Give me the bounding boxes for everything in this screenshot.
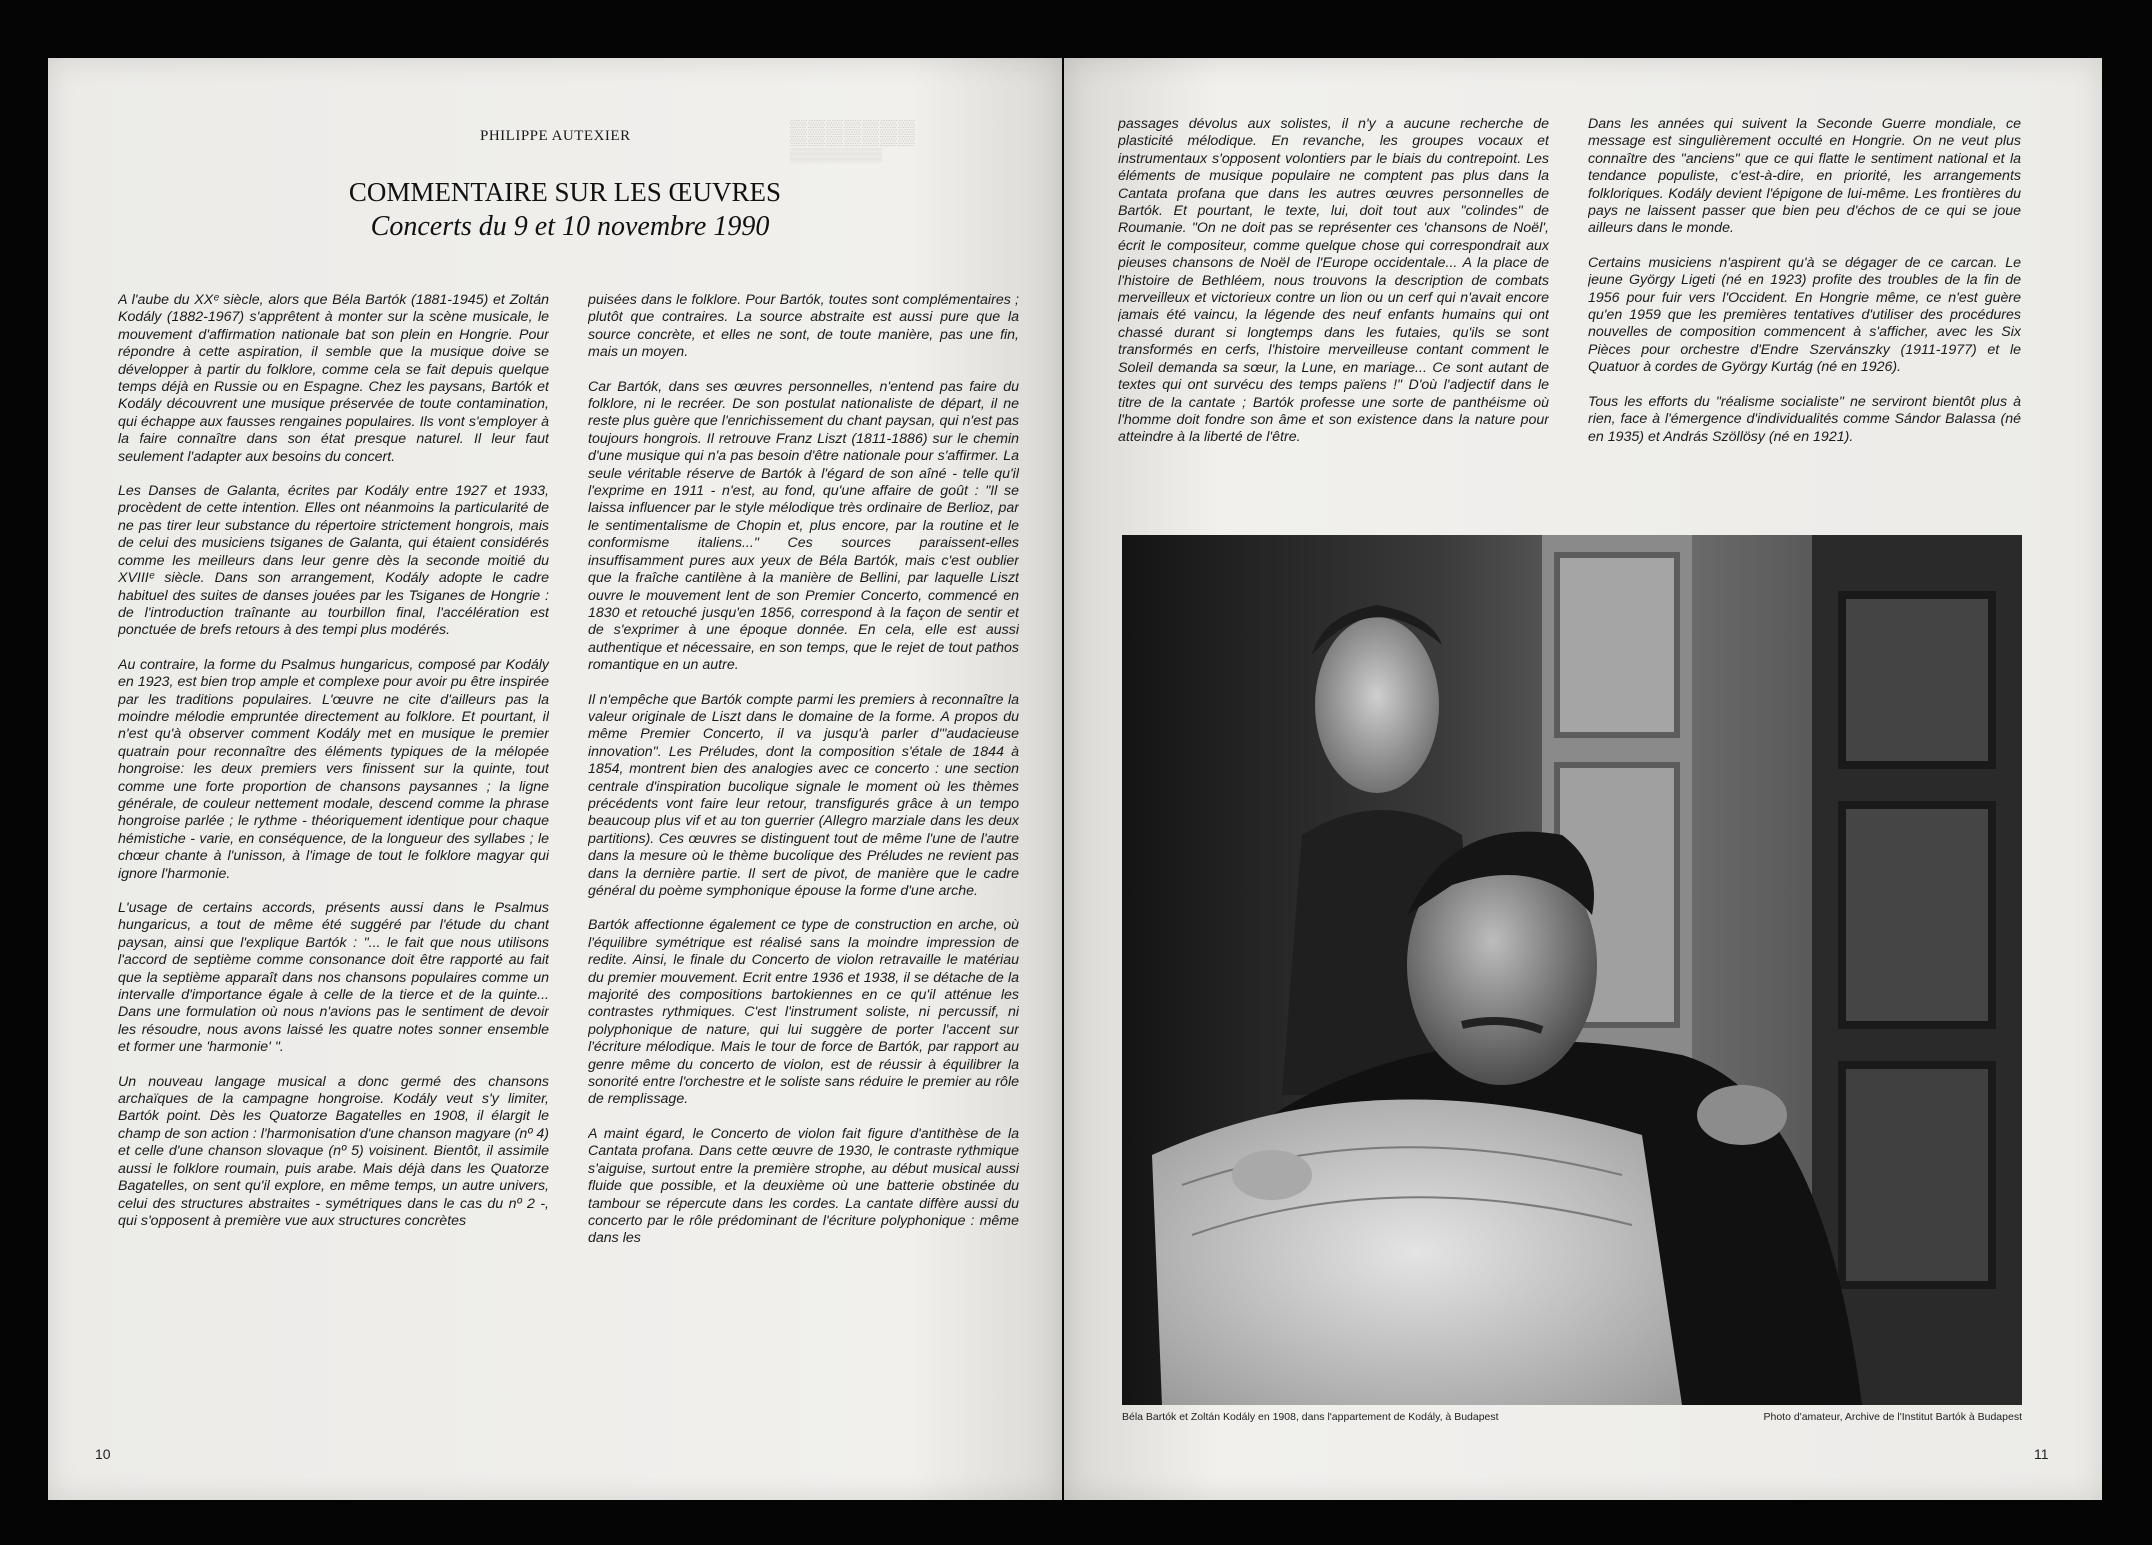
paragraph: puisées dans le folklore. Pour Bartók, toutes sont complémentaires ; plutôt que contraires. La source abstraite est aussi pure que la source concrète, et elles ne sont, de toute manière, pas une fin, mais un moyen. [588, 292, 1019, 361]
paragraph: L'usage de certains accords, présents aussi dans le Psalmus hungaricus, a tout de même été suggéré par l'étude du chant paysan, ainsi que l'explique Bartók : "... le fait que nous utilisons l'accord de septième comme consonance doit être rapporté au fait que la septième apparaît dans nos chansons populaires comme un intervalle d'importance égale à celle de la tierce et de la quinte... Dans une formulation où nous n'avions pas le sentiment de devoir les résoudre, nous avons laissé les quatre notes sonner ensemble et former une 'harmonie' ". [118, 900, 549, 1056]
paragraph: Les Danses de Galanta, écrites par Kodály entre 1927 et 1933, procèdent de cette intention. Elles ont néanmoins la particularité de ne pas tirer leur substance du répertoire strictement hongrois, mais de celui des musiciens tsiganes de Galanta, qui étaient considérés comme les meilleurs dans leur genre dès la seconde moitié du XVIIIᵉ siècle. Dans son arrangement, Kodály adopte le cadre habituel des suites de danses jouées par les Tsiganes de Hongrie : de l'introduction traînante au tourbillon final, l'accélération est ponctuée de brefs retours à des tempi plus modérés. [118, 483, 549, 639]
page-number-left: 10 [95, 1446, 111, 1462]
page-number-right: 11 [2034, 1446, 2049, 1462]
paragraph: Il n'empêche que Bartók compte parmi les premiers à reconnaître la valeur originale de Liszt dans le domaine de la forme. A propos du même Premier Concerto, il va jusqu'à parler d'"audacieuse innovation". Les Préludes, dont la composition s'étale de 1844 à 1854, montrent bien des analogies avec ce concerto : une section centrale d'inspiration bucolique signale le moment où les thèmes précédents vont faire leur retour, transfigurés grâce à un tempo beaucoup plus vif et au ton guerrier (Allegro marziale dans les deux partitions). Ces œuvres se distinguent tout de même l'une de l'autre dans la mesure où le thème bucolique des Préludes ne revient pas dans la dernière partie. Il sert de pivot, de manière que le cadre général du poème symphonique épouse la forme d'une arche. [588, 691, 1019, 899]
paragraph: Tous les efforts du "réalisme socialiste" ne serviront bientôt plus à rien, face à l'émergence d'individualités comme Sándor Balassa (né en 1935) et András Szöllösy (né en 1921). [1588, 393, 2021, 445]
paragraph: Bartók affectionne également ce type de construction en arche, où l'équilibre symétrique est réalisé sans la moindre impression de redite. Ainsi, le finale du Concerto de violon retravaille le matériau du premier mouvement. Ecrit entre 1936 et 1938, il se détache de la majorité des compositions bartokiennes en ce qu'il atténue les contrastes rythmiques. C'est l'instrument soliste, ni percussif, ni polyphonique de nature, qui lui suggère de porter l'accent sur l'écriture mélodique. Mais le tour de force de Bartók, par rapport au genre même du concerto de violon, est de réussir à équilibrer la sonorité entre l'orchestre et le soliste sans réduire le premier au rôle de remplissage. [588, 917, 1019, 1108]
text-column-2 [588, 292, 1019, 1424]
photo-caption: Béla Bartók et Zoltán Kodály en 1908, dans l'appartement de Kodály, à Budapest [1122, 1411, 1499, 1423]
text-column-3 [1118, 116, 1549, 496]
text-column-4 [1588, 116, 2021, 496]
page-title: COMMENTAIRE SUR LES ŒUVRES [348, 177, 782, 207]
paragraph: Dans les années qui suivent la Seconde Guerre mondiale, ce message est singulièrement occulté en Hongrie. On ne veut plus connaître des "anciens" que ce qui flatte le sentiment national et la tendance populiste, c'est-à-dire, en priorité, les arrangements folkloriques. Kodály devient l'épigone de lui-même. Les frontières du pays ne laissent passer que bien peu d'échos de ce qui se joue ailleurs dans le monde. [1588, 116, 2021, 237]
bleed-through: ▒▒▒▒▒▒▒ ▒▒▒▒▒▒▒▒▒▒ [790, 120, 917, 162]
page-subtitle: Concerts du 9 et 10 novembre 1990 [370, 211, 770, 242]
paragraph: Un nouveau langage musical a donc germé des chansons archaïques de la campagne hongroise. Kodály veut s'y limiter, Bartók point. Dès les Quatorze Bagatelles en 1908, il élargit le champ de son action : l'harmonisation d'une chanson magyare (nº 4) et celle d'une chanson slovaque (nº 5) voisinent. Bientôt, il assimile aussi le folklore roumain, puis arabe. Mais déjà dans les Quatorze Bagatelles, on sent qu'il explore, en même temps, un autre univers, celui des structures abstraites - symétriques dans le cas du nº 2 -, qui s'opposent à première vue aux structures concrètes [118, 1073, 549, 1229]
paragraph: A l'aube du XXᵉ siècle, alors que Béla Bartók (1881-1945) et Zoltán Kodály (1882-1967) s'apprêtent à monter sur la scène musicale, le mouvement d'affirmation nationale bat son plein en Hongrie. Pour répondre à cette aspiration, il semble que la musique doive se développer à partir du folklore, comme cela se fait depuis quelque temps déjà en Russie ou en Espagne. Chez les paysans, Bartók et Kodály découvrent une musique préservée de toute contamination, qui échappe aux fausses rengaines populaires. Ils vont s'employer à la faire connaître dans son état presque naturel. Il leur faut seulement l'adapter aux besoins du concert. [118, 292, 549, 465]
photograph-bartok-kodaly [1122, 535, 2022, 1405]
photo-icon [1122, 535, 2022, 1405]
paragraph: Certains musiciens n'aspirent qu'à se dégager de ce carcan. Le jeune György Ligeti (né en 1923) profite des troubles de la fin de 1956 pour fuir vers l'Occident. En Hongrie même, ce n'est guère qu'en 1959 que les premières tentatives d'utiliser des procédures nouvelles de composition commencent à s'afficher, avec les Six Pièces pour orchestre d'Endre Szervánszky (1911-1977) et le Quatuor à cordes de György Kurtág (né en 1926). [1588, 254, 2021, 376]
paragraph: Au contraire, la forme du Psalmus hungaricus, composé par Kodály en 1923, est bien trop ample et complexe pour avoir pu être inspirée par les traditions populaires. L'œuvre ne cite d'ailleurs pas la moindre mélodie empruntée directement au folklore. Et pourtant, il n'est qu'à observer comment Kodály met en musique le premier quatrain pour reconnaître des éléments typiques de la mélopée hongroise: les deux premiers vers finissent sur la quinte, tout comme une forte proportion de chansons paysannes ; la ligne générale, de couleur nettement modale, descend comme la phrase hongroise parlée ; le rythme - théoriquement identique pour chaque hémistiche - varie, en conséquence, de la longueur des syllabes ; le chœur chante à l'unisson, à l'image de tout le folklore magyar qui ignore l'harmonie. [118, 656, 549, 882]
paragraph: passages dévolus aux solistes, il n'y a aucune recherche de plasticité mélodique. En revanche, les groupes vocaux et instrumentaux s'opposent volontiers par le biais du contrepoint. Les éléments de musique populaire ne comptent pas plus dans la Cantata profana que dans les autres œuvres personnelles de Bartók. Et pourtant, le texte, lui, doit tout aux "colindes" de Roumanie. "On ne doit pas se représenter ces 'chansons de Noël', écrit le compositeur, comme quelque chose qui correspondrait aux pieuses chansons de Noël de l'Europe occidentale... A la place de l'histoire de Bethléem, nous trouvons la description de combats merveilleux et victorieux contre un lion ou un cerf qui n'avait encore jamais été vaincu, la légende des neuf enfants humains qui ont chassé durant si longtemps dans les futaies, qu'ils se sont transformés en cerfs, l'histoire merveilleuse contant comment le Soleil demanda sa sœur, la Lune, en mariage... Ce sont autant de textes qui ont survécu des temps païens !" D'où l'adjectif dans le titre de la cantate ; Bartók professe une sorte de panthéisme où l'homme doit fondre son âme et son existence dans la nature pour atteindre à la liberté de l'être. [1118, 116, 1549, 446]
paragraph: Car Bartók, dans ses œuvres personnelles, n'entend pas faire du folklore, ni le recréer. De son postulat nationaliste de départ, il ne reste plus guère que l'enrichissement du chant paysan, qui n'est pas toujours hongrois. Il retrouve Franz Liszt (1811-1886) sur le chemin d'une musique qui n'a pas besoin d'être nationale pour s'affirmer. La seule véritable réserve de Bartók à l'égard de son aîné - telle qu'il l'exprime en 1911 - n'est, au fond, qu'une affaire de goût : "Il se laissa influencer par le style mélodique très ordinaire de Berlioz, par le sentimentalisme de Chopin et, plus encore, par la routine et le conformisme italiens..." Ces sources paraissent-elles insuffisamment pures aux yeux de Béla Bartók, mais c'est oublier que la fraîche cantilène à la manière de Bellini, par laquelle Liszt ouvre le mouvement lent de son Premier Concerto, commencé en 1830 et retouché jusqu'en 1856, correspond à la façon de sentir et de s'exprimer à une époque donnée. En cela, elle est aussi authentique et nécessaire, en son temps, que le rejet de tout pathos romantique en un autre. [588, 378, 1019, 674]
photo-credit: Photo d'amateur, Archive de l'Institut Bartók à Budapest [1763, 1411, 2022, 1423]
text-column-1 [118, 292, 549, 1412]
author-name: PHILIPPE AUTEXIER [480, 128, 631, 144]
paragraph: A maint égard, le Concerto de violon fait figure d'antithèse de la Cantata profana. Dans cette œuvre de 1930, le contraste rythmique s'aiguise, surtout entre la première strophe, au début musical aussi fluide que possible, et la deuxième où une batterie obstinée du tambour se répercute dans les cordes. La cantate diffère aussi du concerto par le rôle prédominant de l'écriture polyphonique : même dans les [588, 1125, 1019, 1247]
